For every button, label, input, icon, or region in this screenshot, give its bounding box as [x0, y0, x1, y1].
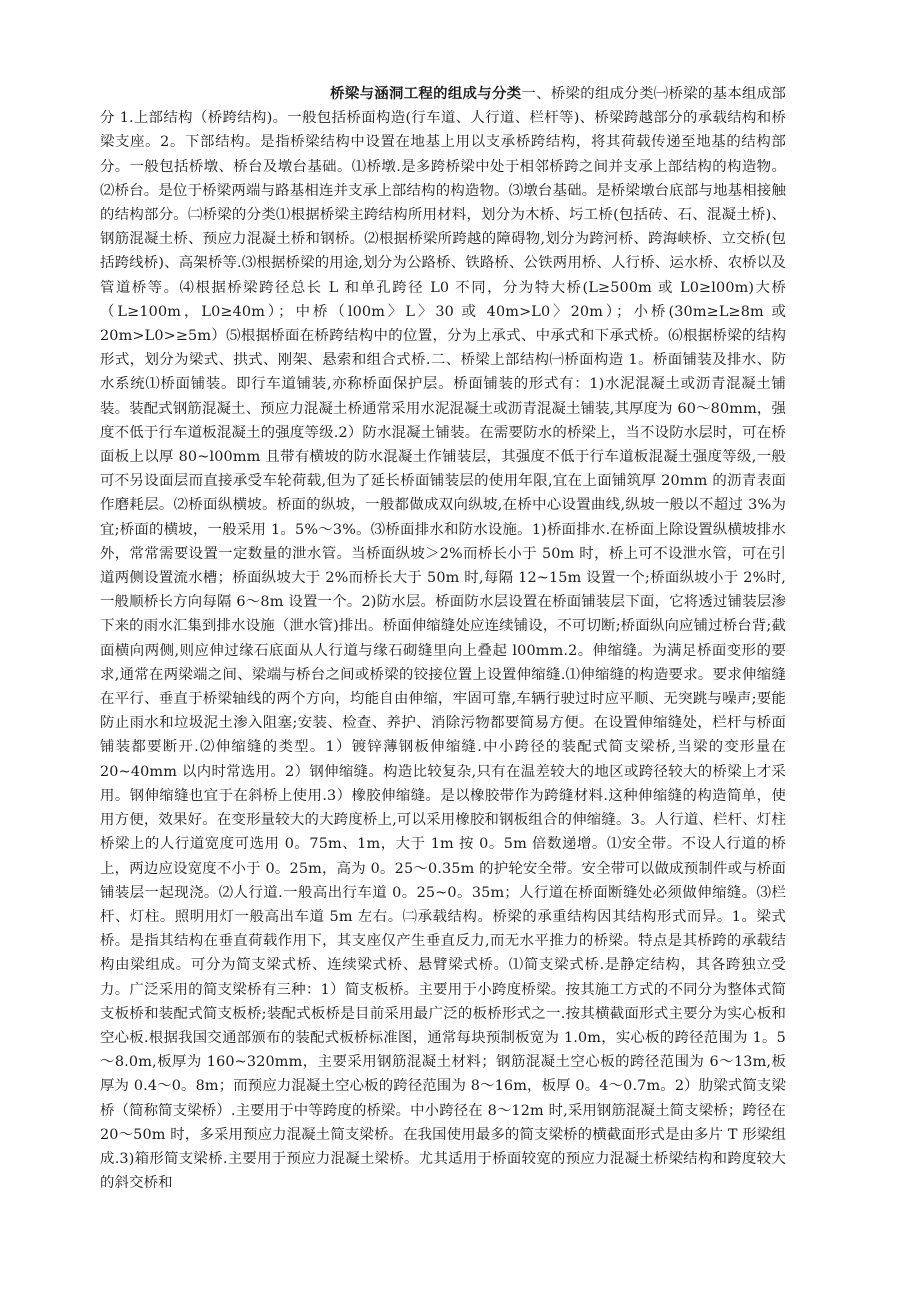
document-title: 桥梁与涵洞工程的组成与分类 [330, 86, 522, 102]
document-page [100, 82, 786, 1195]
document-body: 一、桥梁的组成分类㈠桥梁的基本组成部分 1.上部结构（桥跨结构)。一般包括桥面构造(行车道、人行道、栏杆等)、桥梁跨越部分的承载结构和桥梁支座。2。下部结构。是指桥梁结构中设置在地基上用以支承桥跨结构，将其荷载传递至地基的结构部分。一般包括桥墩、桥台及墩台基础。⑴桥墩.是多跨桥梁中处于相邻桥跨之间并支承上部结构的构造物。⑵桥台。是位于桥梁两端与路基相连并支承上部结构的构造物。⑶墩台基础。是桥梁墩台底部与地基相接触的结构部分。㈡桥梁的分类⑴根据桥梁主跨结构所用材料，划分为木桥、圬工桥(包括砖、石、混凝土桥)、钢筋混凝土桥、预应力混凝土桥和钢桥。⑵根据桥梁所跨越的障碍物,划分为跨河桥、跨海峡桥、立交桥(包括跨线桥)、高架桥等.⑶根据桥梁的用途,划分为公路桥、铁路桥、公铁两用桥、人行桥、运水桥、农桥以及管道桥等。⑷根据桥梁跨径总长 L 和单孔跨径 L0 不同，分为特大桥(L≥500m 或 L0≥l00m)大桥（L≥100m，L0≥40m）；中桥（l00m〉L〉30 或 40m>L0〉20m）；小桥(30m≥L≥8m 或 20m>L0>≥5m）⑸根据桥面在桥跨结构中的位置，分为上承式、中承式和下承式桥。⑹根据桥梁的结构形式，划分为梁式、拱式、刚架、悬索和组合式桥.二、桥梁上部结构㈠桥面构造 1。桥面铺装及排水、防水系统⑴桥面铺装。即行车道铺装,亦称桥面保护层。桥面铺装的形式有：1)水泥混凝土或沥青混凝土铺装。装配式钢筋混凝土、预应力混凝土桥通常采用水泥混凝土或沥青混凝土铺装,其厚度为 60～80mm，强度不低于行车道板混凝土的强度等级.2）防水混凝土铺装。在需要防水的桥梁上，当不设防水层时，可在桥面板上以厚 80~l00mm 且带有横坡的防水混凝土作铺装层，其强度不低于行车道板混凝土强度等级,一般可不另设面层而直接承受车轮荷载,但为了延长桥面铺装层的使用年限,宜在上面铺筑厚 20mm 的沥青表面作磨耗层。⑵桥面纵横坡。桥面的纵坡，一般都做成双向纵坡,在桥中心设置曲线,纵坡一般以不超过 3%为宜;桥面的横坡，一般采用 1。5%～3%。⑶桥面排水和防水设施。1)桥面排水.在桥面上除设置纵横坡排水外，常常需要设置一定数量的泄水管。当桥面纵坡＞2%而桥长小于 50m 时，桥上可不设泄水管，可在引道两侧设置流水槽；桥面纵坡大于 2%而桥长大于 50m 时,每隔 12~15m 设置一个;桥面纵坡小于 2%时,一般顺桥长方向每隔 6～8m 设置一个。2)防水层。桥面防水层设置在桥面铺装层下面，它将透过铺装层渗下来的雨水汇集到排水设施（泄水管)排出。桥面伸缩缝处应连续铺设，不可切断;桥面纵向应铺过桥台背;截面横向两侧,则应伸过缘石底面从人行道与缘石砌缝里向上叠起 l00mm.2。伸缩缝。为满足桥面变形的要求,通常在两梁端之间、梁端与桥台之间或桥梁的铰接位置上设置伸缩缝.⑴伸缩缝的构造要求。要求伸缩缝在平行、垂直于桥梁轴线的两个方向，均能自由伸缩，牢固可靠,车辆行驶过时应平顺、无突跳与噪声;要能防止雨水和垃圾泥土渗入阻塞;安装、检查、养护、消除污物都要简易方便。在设置伸缩缝处，栏杆与桥面铺装都要断开.⑵伸缩缝的类型。1）镀锌薄钢板伸缩缝.中小跨径的装配式简支梁桥,当梁的变形量在 20~40mm 以内时常选用。2）钢伸缩缝。构造比较复杂,只有在温差较大的地区或跨径较大的桥梁上才采用。钢伸缩缝也宜于在斜桥上使用.3）橡胶伸缩缝。是以橡胶带作为跨缝材料.这种伸缩缝的构造简单，使用方便，效果好。在变形量较大的大跨度桥上,可以采用橡胶和钢板组合的伸缩缝。3。人行道、栏杆、灯柱桥梁上的人行道宽度可选用 0。75m、1m，大于 1m 按 0。5m 倍数递增。⑴安全带。不设人行道的桥上，两边应设宽度不小于 0。25m，高为 0。25～0.35m 的护轮安全带。安全带可以做成预制件或与桥面铺装层一起现浇。⑵人行道.一般高出行车道 0。25~0。35m；人行道在桥面断缝处必须做伸缩缝。⑶栏杆、灯柱。照明用灯一般高出车道 5m 左右。㈡承载结构。桥梁的承重结构因其结构形式而异。1。梁式桥。是指其结构在垂直荷载作用下，其支座仅产生垂直反力,而无水平推力的桥梁。特点是其桥跨的承载结构由梁组成。可分为简支梁式桥、连续梁式桥、悬臂梁式桥。⑴简支梁式桥.是静定结构，其各跨独立受力。广泛采用的简支梁桥有三种：1）简支板桥。主要用于小跨度桥梁。按其施工方式的不同分为整体式简支板桥和装配式简支板桥;装配式板桥是目前采用最广泛的板桥形式之一.按其横截面形式主要分为实心板和空心板.根据我国交通部颁布的装配式板桥标准图，通常每块预制板宽为 1.0m，实心板的跨径范围为 1。5～8.0m,板厚为 160~320mm，主要采用钢筋混凝土材料；钢筋混凝土空心板的跨径范围为 6～13m,板厚为 0.4～0。8m；而预应力混凝土空心板的跨径范围为 8～16m，板厚 0。4～0.7m。2）肋梁式简支梁桥（简称简支梁桥）.主要用于中等跨度的桥梁。中小跨径在 8～12m 时,采用钢筋混凝土简支梁桥；跨径在 20～50m 时，多采用预应力混凝土简支梁桥。在我国使用最多的简支梁桥的横截面形式是由多片 T 形梁组成.3)箱形简支梁桥.主要用于预应力混凝土梁桥。尤其适用于桥面较宽的预应力混凝土桥梁结构和跨度较大的斜交桥和 [100, 86, 787, 1192]
